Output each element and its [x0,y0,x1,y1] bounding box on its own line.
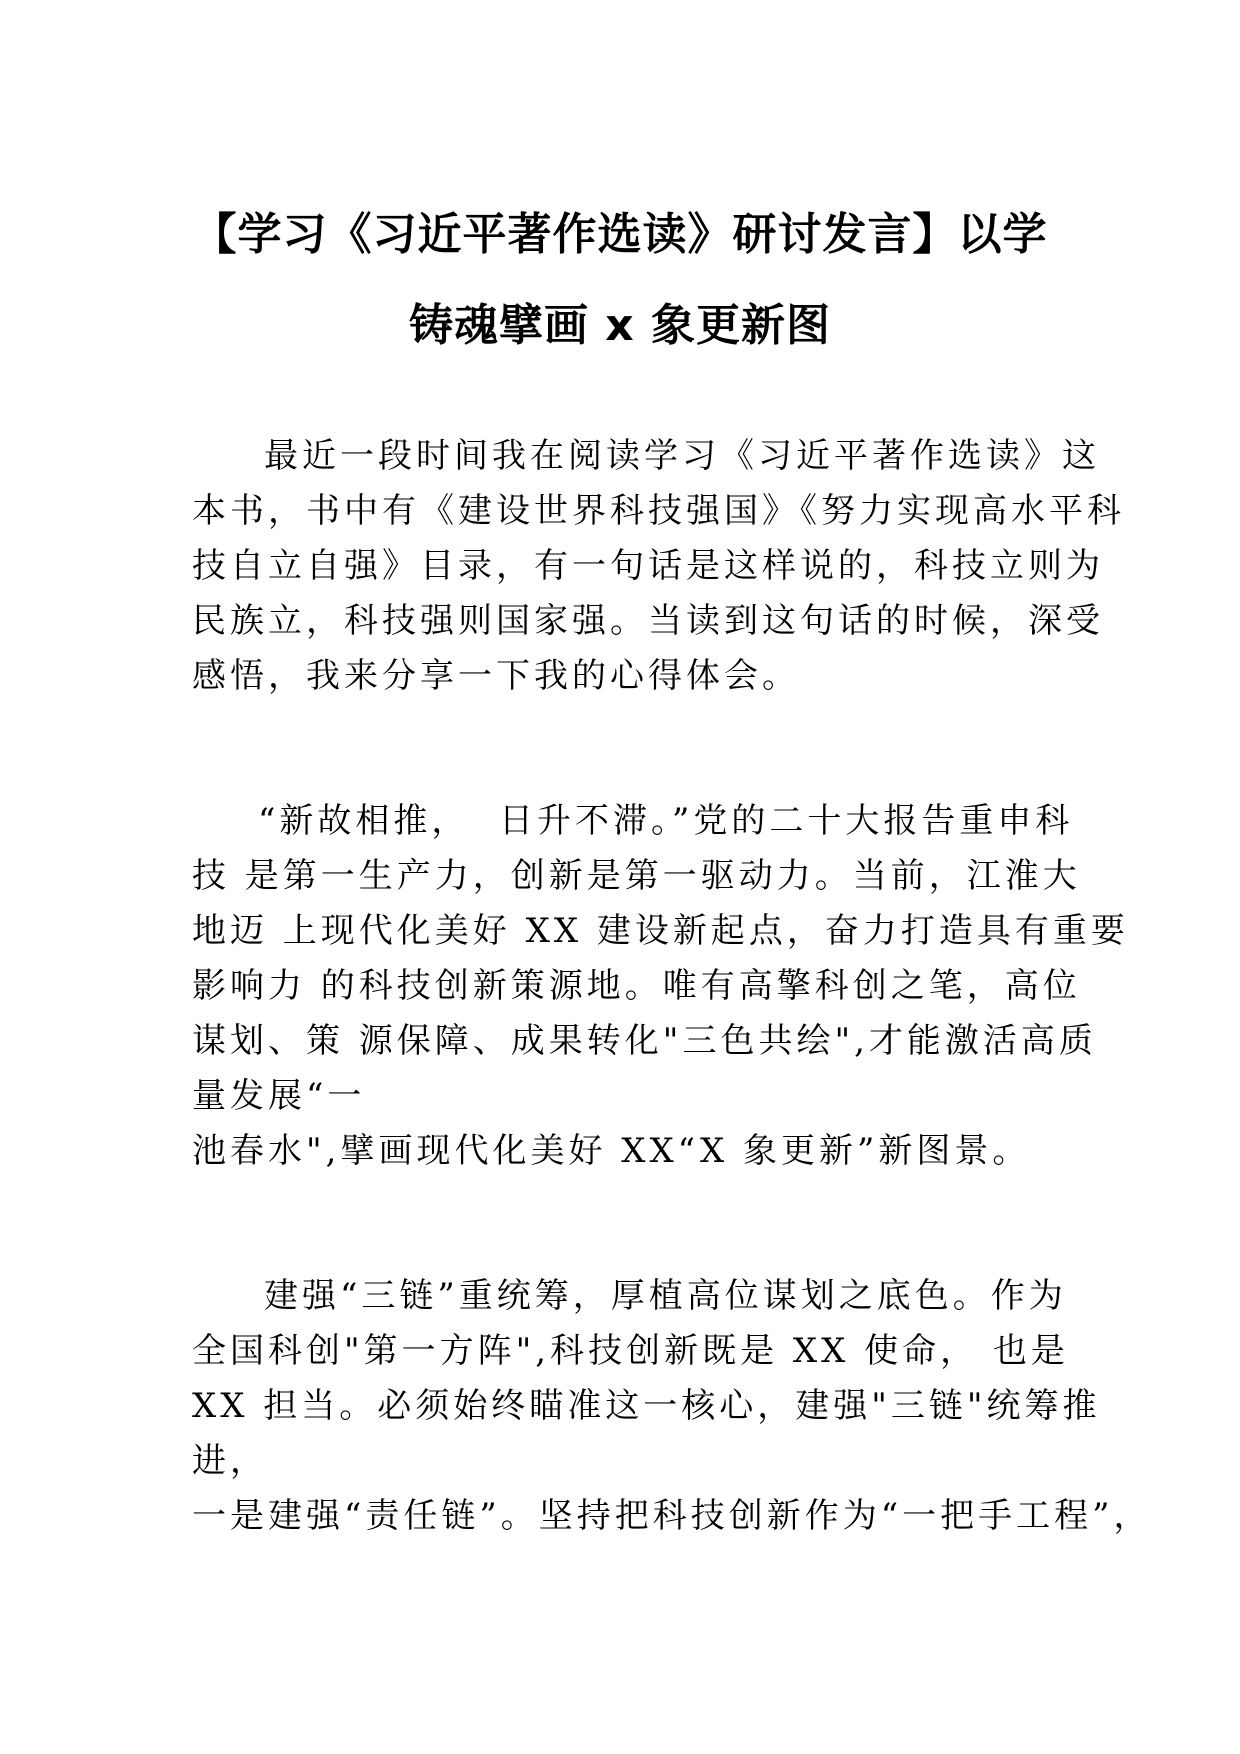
paragraph-2-line-5: 谋划、策 源保障、成果转化"三色共绘",才能激活高质 [192,1021,1097,1061]
paragraph-2-line-4: 影响力 的科技创新策源地。唯有高擎科创之笔，高位 [192,966,1081,1006]
paragraph-3-line-3: XX 担当。必须始终瞄准这一核心，建强"三链"统筹推 [192,1386,1101,1426]
paragraph-3-line-1: 建强“三链”重统筹，厚植高位谋划之底色。作为 [264,1276,1067,1316]
paragraph-2-line-2: 技 是第一生产力，创新是第一驱动力。当前，江淮大 [192,856,1081,896]
document-title-line-2: 铸魂擘画 x 象更新图 [408,300,832,351]
paragraph-3-line-2: 全国科创"第一方阵",科技创新既是 XX 使命， 也是 [192,1331,1069,1371]
paragraph-2-line-1: “新故相推， 日升不滞。”党的二十大报告重申科 [258,801,1074,841]
paragraph-1-line-2: 本书，书中有《建设世界科技强国》《努力实现高水平科 [192,491,1125,531]
paragraph-1-line-4: 民族立，科技强则国家强。当读到这句话的时候，深受 [192,601,1104,641]
paragraph-2-line-3: 地迈 上现代化美好 XX 建设新起点，奋力打造具有重要 [192,911,1129,951]
document-title-line-1: 【学习《习近平著作选读》研讨发言】以学 [192,209,1048,260]
paragraph-2-line-7: 池春水",擘画现代化美好 XX“X 象更新”新图景。 [192,1131,1031,1171]
paragraph-3-line-5: 一是建强“责任链”。坚持把科技创新作为“一把手工程”， [192,1496,1152,1536]
paragraph-1-line-5: 感悟，我来分享一下我的心得体会。 [192,656,800,696]
paragraph-2-line-6: 量发展“一 [192,1076,366,1116]
paragraph-1-line-3: 技自立自强》目录，有一句话是这样说的，科技立则为 [192,546,1104,586]
paragraph-1-line-1: 最近一段时间我在阅读学习《习近平著作选读》这 [264,436,1100,476]
paragraph-3-line-4: 进， [192,1441,268,1481]
